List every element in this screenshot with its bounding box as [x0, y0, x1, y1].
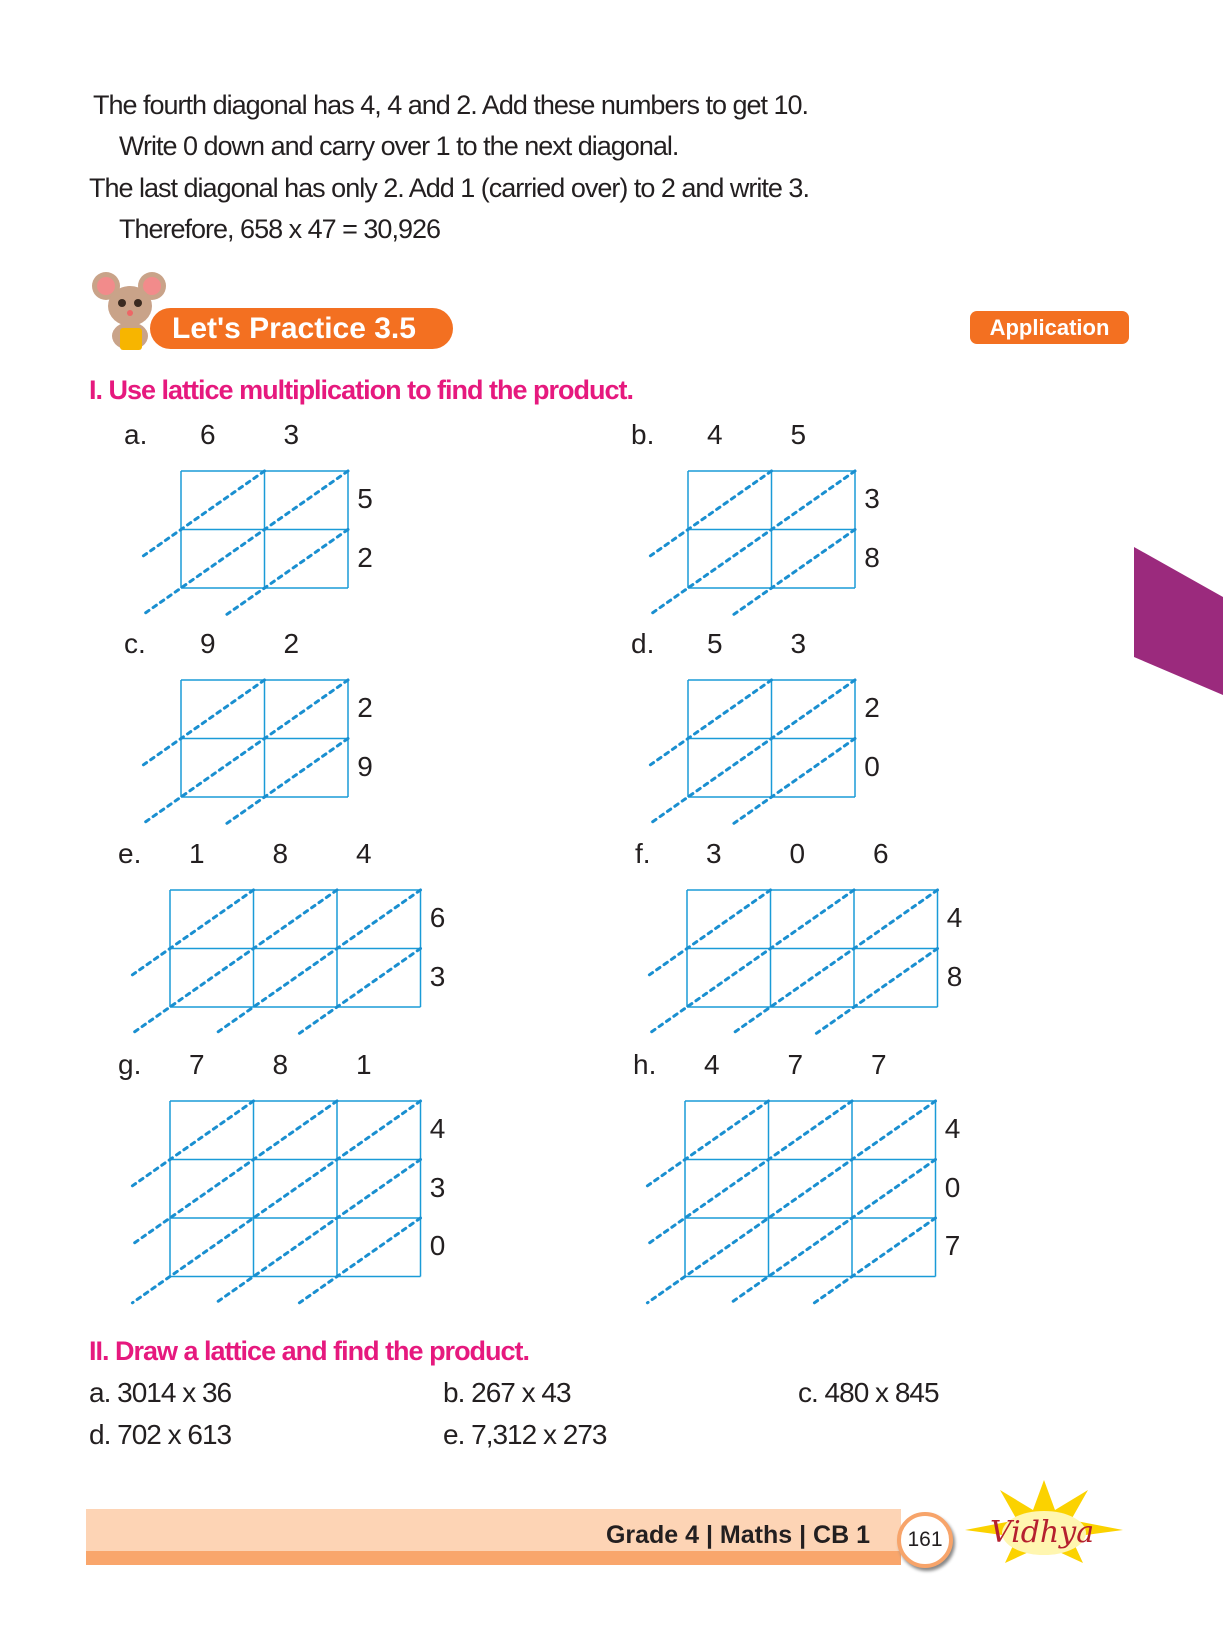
problem-label: c.	[124, 628, 146, 659]
diagonal-line	[143, 680, 264, 765]
footer-band-bottom	[86, 1551, 901, 1565]
multiplicand-digit: 3	[705, 838, 722, 869]
multiplier-digit: 0	[429, 1230, 446, 1261]
problem-label: e.	[118, 838, 142, 869]
multiplier-digit: 2	[357, 541, 373, 573]
diagonal-line	[649, 890, 770, 975]
diagonal-line	[132, 890, 253, 975]
diagonal-line	[216, 1160, 421, 1303]
exercise-item: b. 267 x 43	[443, 1377, 571, 1408]
multiplier-digit: 4	[429, 1113, 446, 1144]
problem-label: h.	[633, 1049, 657, 1080]
diagonal-line	[650, 471, 771, 556]
vidhya-logo-text: Vidhya	[990, 1515, 1095, 1550]
multiplier-digit: 7	[944, 1230, 961, 1261]
exercise-item: a. 3014 x 36	[89, 1377, 232, 1408]
diagonal-line	[647, 1101, 935, 1303]
multiplier-digit: 8	[864, 541, 880, 573]
diagonal-line	[143, 680, 348, 823]
multiplier-digit: 2	[864, 692, 880, 723]
lattice-grid	[687, 890, 938, 1007]
mouse-mascot-icon	[90, 270, 170, 354]
multiplier-digit: 3	[429, 1171, 446, 1203]
diagonal-line	[650, 680, 771, 765]
multiplicand-digit: 6	[872, 838, 889, 869]
diagonal-line	[650, 680, 855, 823]
footer-text: Grade 4 | Maths | CB 1	[605, 1521, 870, 1549]
multiplicand-digit: 4	[706, 419, 723, 450]
multiplier-digit: 2	[357, 692, 373, 723]
multiplicand-digit: 8	[272, 1049, 289, 1080]
diagonal-line	[216, 890, 421, 1033]
lattice-grid	[181, 471, 348, 588]
exercise-item: d. 702 x 613	[89, 1419, 232, 1450]
multiplicand-digit: 1	[188, 838, 205, 869]
section2-heading: II. Draw a lattice and find the product.	[89, 1336, 530, 1366]
diagonal-line	[132, 890, 337, 1033]
intro-line: Therefore, 658 x 47 = 30,926	[119, 214, 440, 244]
diagonal-line	[143, 471, 264, 556]
multiplicand-digit: 7	[787, 1049, 804, 1080]
problem-label: d.	[631, 628, 655, 659]
intro-line: The last diagonal has only 2. Add 1 (carried over) to 2 and write 3.	[89, 173, 809, 203]
multiplicand-digit: 3	[283, 419, 300, 450]
diagonal-line	[731, 1160, 936, 1303]
problem-label: a.	[124, 419, 148, 450]
diagonal-line	[733, 890, 938, 1033]
page-number: 161	[897, 1512, 953, 1568]
multiplicand-digit: 4	[355, 838, 372, 869]
lattice-grid	[170, 890, 421, 1007]
multiplicand-digit: 7	[188, 1049, 205, 1080]
multiplier-digit: 0	[864, 750, 880, 782]
lattice-grid	[688, 471, 855, 588]
multiplier-digit: 6	[429, 902, 446, 933]
multiplicand-digit: 5	[790, 419, 807, 450]
diagonal-line	[132, 1101, 337, 1244]
multiplicand-digit: 3	[790, 628, 807, 659]
lattice-grid	[688, 680, 855, 797]
diagonal-line	[647, 1101, 768, 1186]
problem-label: g.	[118, 1049, 142, 1080]
diagonal-line	[650, 471, 855, 614]
multiplicand-digit: 0	[789, 838, 806, 869]
application-badge: Application	[970, 311, 1129, 344]
diagonal-line	[143, 471, 348, 614]
multiplier-digit: 5	[357, 483, 373, 514]
multiplier-digit: 0	[944, 1171, 961, 1203]
multiplicand-digit: 4	[703, 1049, 720, 1080]
multiplicand-digit: 9	[199, 628, 216, 659]
practice-title: Let's Practice 3.5	[150, 308, 453, 349]
lattice-grid	[685, 1101, 936, 1277]
multiplier-digit: 3	[429, 960, 446, 992]
multiplicand-digit: 6	[199, 419, 216, 450]
multiplier-digit: 9	[357, 750, 373, 782]
multiplicand-digit: 1	[355, 1049, 372, 1080]
diagonal-line	[132, 1101, 253, 1186]
diagonal-line	[649, 890, 854, 1033]
multiplier-digit: 8	[946, 960, 963, 992]
lattice-grid	[181, 680, 348, 797]
exercise-item: c. 480 x 845	[798, 1377, 939, 1408]
multiplier-digit: 3	[864, 483, 880, 514]
intro-line: The fourth diagonal has 4, 4 and 2. Add these numbers to get 10.	[93, 90, 809, 120]
multiplicand-digit: 7	[870, 1049, 887, 1080]
section1-heading: I. Use lattice multiplication to find the product.	[89, 375, 634, 405]
lattice-grid	[170, 1101, 421, 1277]
problem-label: b.	[631, 419, 655, 450]
problem-label: f.	[635, 838, 651, 869]
diagonal-line	[647, 1101, 852, 1244]
multiplicand-digit: 5	[706, 628, 723, 659]
multiplier-digit: 4	[944, 1113, 961, 1144]
multiplicand-digit: 2	[283, 628, 300, 659]
diagonal-line	[132, 1101, 420, 1303]
exercise-item: e. 7,312 x 273	[443, 1419, 607, 1450]
intro-line: Write 0 down and carry over 1 to the next diagonal.	[119, 131, 679, 161]
chapter-tab	[1134, 547, 1223, 695]
multiplier-digit: 4	[946, 902, 963, 933]
multiplicand-digit: 8	[272, 838, 289, 869]
